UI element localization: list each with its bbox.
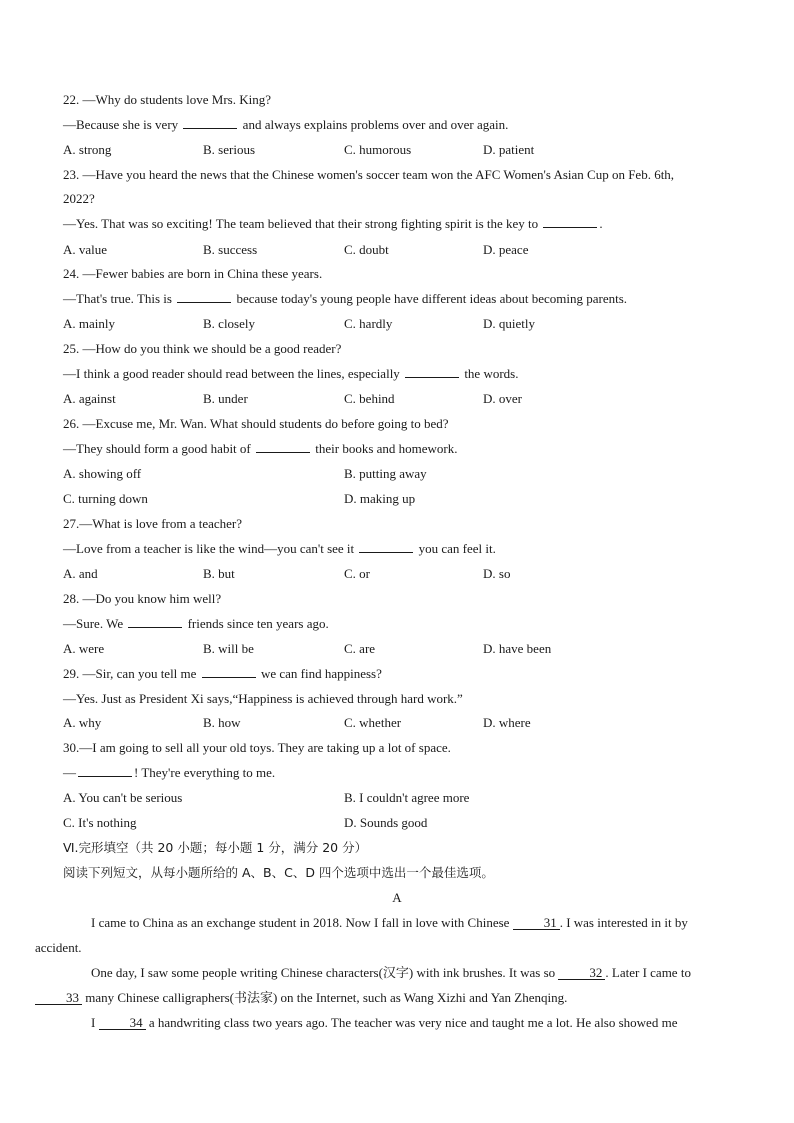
q23-option-d: D. peace xyxy=(483,242,529,257)
answer-blank xyxy=(256,441,310,453)
q26-option-b: B. putting away xyxy=(344,466,427,481)
q27-option-b: B. but xyxy=(203,566,235,581)
q23-reply: —Yes. That was so exciting! The team believed that their strong fighting spirit is the key to . xyxy=(63,216,603,231)
answer-blank xyxy=(543,216,597,228)
section-instruction: 阅读下列短文，从每小题所给的 A、B、C、D 四个选项中选出一个最佳选项。 xyxy=(63,865,494,880)
answer-blank xyxy=(177,291,231,303)
q28-option-b: B. will be xyxy=(203,641,254,656)
cloze-blank-34: 34 xyxy=(99,1016,146,1030)
q26-stem: 26. —Excuse me, Mr. Wan. What should students do before going to bed? xyxy=(63,416,449,431)
passage-paragraph-1: I came to China as an exchange student in 2018. Now I fall in love with Chinese 31 . I was interested in it by accident. xyxy=(35,915,688,955)
q29-option-a: A. why xyxy=(63,715,102,730)
q25-reply: —I think a good reader should read between the lines, especially the words. xyxy=(63,366,519,381)
q25-option-c: C. behind xyxy=(344,391,395,406)
q26-option-d: D. making up xyxy=(344,491,416,506)
q24-stem: 24. —Fewer babies are born in China these years. xyxy=(63,266,323,281)
q23-stem-cont: 2022? xyxy=(63,191,95,206)
answer-blank xyxy=(202,666,256,678)
cloze-blank-33: 33 xyxy=(35,991,82,1005)
q30-stem: 30.—I am going to sell all your old toys. They are taking up a lot of space. xyxy=(63,740,451,755)
q23-option-c: C. doubt xyxy=(344,242,389,257)
q30-reply: — ! They're everything to me. xyxy=(63,765,276,780)
q27-option-c: C. or xyxy=(344,566,370,581)
q26-option-c: C. turning down xyxy=(63,491,148,506)
answer-blank xyxy=(405,366,459,378)
q27-stem: 27.—What is love from a teacher? xyxy=(63,516,243,531)
q25-stem: 25. —How do you think we should be a good reader? xyxy=(63,341,342,356)
q23-option-a: A. value xyxy=(63,242,108,257)
q26-reply: —They should form a good habit of their books and homework. xyxy=(63,441,458,456)
q27-option-d: D. so xyxy=(483,566,511,581)
q24-option-a: A. mainly xyxy=(63,316,115,331)
q22-stem: 22. —Why do students love Mrs. King? xyxy=(63,92,271,107)
q23-stem: 23. —Have you heard the news that the Chinese women's soccer team won the AFC Women's Asian Cup on Feb. 6th, xyxy=(63,167,675,182)
passage-paragraph-2: One day, I saw some people writing Chinese characters(汉字) with ink brushes. It was so 32 . Later I came to 33 many Chinese calligraphers(书法家) on the Internet, such as Wang Xizhi and Yan Zhenqing. xyxy=(63,960,731,1010)
q22-option-a: A. strong xyxy=(63,142,112,157)
q26-option-a: A. showing off xyxy=(63,466,142,481)
q29-reply: —Yes. Just as President Xi says,“Happiness is achieved through hard work.” xyxy=(63,691,463,706)
q24-reply: —That's true. This is because today's young people have different ideas about becoming parents. xyxy=(63,291,628,306)
q28-option-a: A. were xyxy=(63,641,105,656)
q28-option-c: C. are xyxy=(344,641,376,656)
q30-option-c: C. It's nothing xyxy=(63,815,137,830)
q23-option-b: B. success xyxy=(203,242,258,257)
answer-blank xyxy=(78,765,132,777)
q27-option-a: A. and xyxy=(63,566,98,581)
q28-reply: —Sure. We friends since ten years ago. xyxy=(63,616,329,631)
cloze-blank-32: 32 xyxy=(558,966,605,980)
q22-option-b: B. serious xyxy=(203,142,255,157)
q24-option-d: D. quietly xyxy=(483,316,535,331)
q29-option-d: D. where xyxy=(483,715,531,730)
answer-blank xyxy=(359,541,413,553)
q24-option-b: B. closely xyxy=(203,316,255,331)
passage-paragraph-3: I 34 a handwriting class two years ago. The teacher was very nice and taught me a lot. He also showed me xyxy=(91,1015,678,1030)
q22-option-d: D. patient xyxy=(483,142,535,157)
q30-option-d: D. Sounds good xyxy=(344,815,428,830)
answer-blank xyxy=(128,616,182,628)
q29-stem: 29. —Sir, can you tell me we can find happiness? xyxy=(63,666,382,681)
q25-option-d: D. over xyxy=(483,391,522,406)
answer-blank xyxy=(183,117,237,129)
q29-option-c: C. whether xyxy=(344,715,402,730)
q30-option-a: A. You can't be serious xyxy=(63,790,183,805)
q28-stem: 28. —Do you know him well? xyxy=(63,591,222,606)
section-heading: Ⅵ.完形填空（共 20 小题；每小题 1 分，满分 20 分） xyxy=(63,840,368,855)
cloze-blank-31: 31 xyxy=(513,916,560,930)
passage-title: A xyxy=(392,890,402,905)
q22-reply: —Because she is very and always explains problems over and over again. xyxy=(63,117,509,132)
q22-option-c: C. humorous xyxy=(344,142,412,157)
q28-option-d: D. have been xyxy=(483,641,552,656)
q30-option-b: B. I couldn't agree more xyxy=(344,790,470,805)
q25-option-b: B. under xyxy=(203,391,248,406)
q25-option-a: A. against xyxy=(63,391,116,406)
q27-reply: —Love from a teacher is like the wind—you can't see it you can feel it. xyxy=(63,541,496,556)
q24-option-c: C. hardly xyxy=(344,316,393,331)
q29-option-b: B. how xyxy=(203,715,241,730)
